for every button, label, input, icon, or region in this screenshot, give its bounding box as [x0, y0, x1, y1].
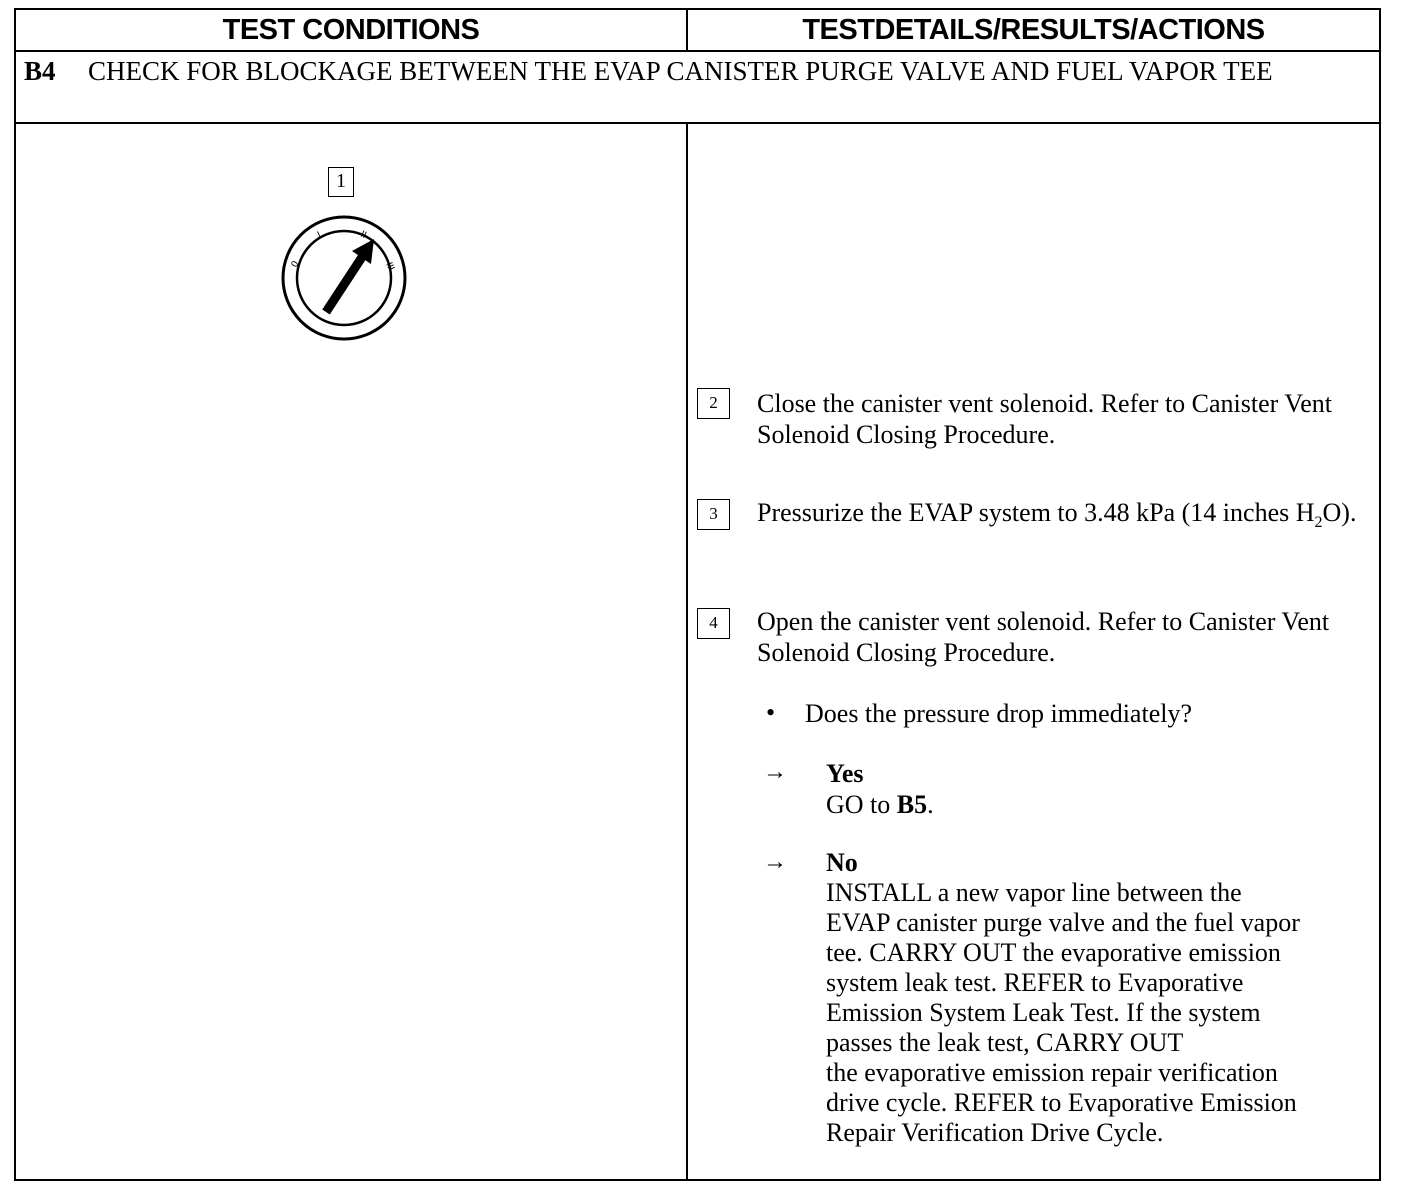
key-position-0: 0: [289, 259, 302, 270]
header-test-conditions: TEST CONDITIONS: [16, 10, 688, 50]
result-no-line: Repair Verification Drive Cycle.: [826, 1118, 1164, 1147]
step-title: CHECK FOR BLOCKAGE BETWEEN THE EVAP CANISTER PURGE VALVE AND FUEL VAPOR TEE: [88, 56, 1273, 86]
result-no-label: No: [826, 848, 858, 877]
result-yes-label: Yes: [826, 759, 864, 788]
result-no-line: passes the leak test, CARRY OUT: [826, 1028, 1184, 1057]
result-no-line: drive cycle. REFER to Evaporative Emission: [826, 1088, 1297, 1117]
result-no: [826, 848, 1381, 1148]
result-yes-action-text: GO to: [826, 790, 897, 819]
step-number-box: 2: [697, 388, 730, 419]
step-id: B4: [24, 56, 56, 86]
result-yes-action: [826, 789, 1381, 820]
result-yes: [826, 758, 1381, 820]
result-no-line: system leak test. REFER to Evaporative: [826, 968, 1244, 997]
header-test-details: TESTDETAILS/RESULTS/ACTIONS: [802, 14, 1265, 46]
step-instruction: Close the canister vent solenoid. Refer to Canister Vent Solenoid Closing Procedure.: [757, 389, 1332, 449]
result-no-line: the evaporative emission repair verification: [826, 1058, 1278, 1087]
subscript-two: 2: [1314, 514, 1323, 532]
key-position-1: I: [316, 230, 323, 241]
step-number-box: 4: [697, 608, 730, 639]
step-instruction-text: Pressurize the EVAP system to 3.48 kPa (14 inches H: [757, 498, 1315, 527]
result-yes-target: B5: [896, 790, 928, 819]
result-no-line: EVAP canister purge valve and the fuel vapor: [826, 908, 1300, 937]
result-yes-action-suffix: .: [927, 790, 934, 819]
arrow-right-icon: →: [763, 848, 787, 875]
bullet-icon: •: [766, 698, 776, 727]
table-header-row: [16, 10, 1379, 52]
ignition-key-switch-icon: [278, 212, 410, 344]
result-no-line: tee. CARRY OUT the evaporative emission: [826, 938, 1281, 967]
step-instruction-text: O).: [1322, 498, 1357, 527]
step-title-row: [16, 50, 1379, 124]
condition-number-box: 1: [328, 167, 354, 197]
arrow-right-icon: →: [763, 758, 787, 785]
result-no-line: Emission System Leak Test. If the system: [826, 998, 1261, 1027]
key-position-3: III: [383, 261, 396, 273]
result-no-line: INSTALL a new vapor line between the: [826, 878, 1242, 907]
key-position-2: II: [358, 229, 368, 241]
step-number-box: 3: [697, 499, 730, 530]
column-divider: [686, 122, 688, 1181]
step-instruction: [757, 497, 1387, 538]
result-question: Does the pressure drop immediately?: [805, 699, 1192, 728]
diagnostic-table: [14, 8, 1381, 1181]
key-arrow-shaft: [326, 254, 364, 312]
step-instruction: Open the canister vent solenoid. Refer to Canister Vent Solenoid Closing Procedure.: [757, 607, 1330, 667]
